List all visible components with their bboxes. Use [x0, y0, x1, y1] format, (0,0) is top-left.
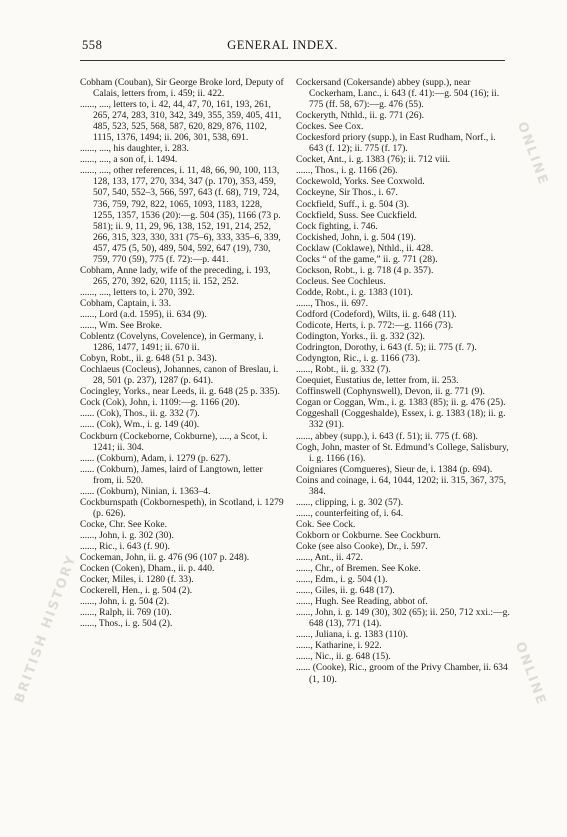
index-entry: Cockersand (Cokersande) abbey (supp.), near Cockerham, Lanc., i. 643 (f. 41):—g. 504 (16); ii. 775 (ff. 58, 67):—g. 476 (55).	[296, 77, 500, 111]
index-entry: Cok. See Cock.	[296, 518, 356, 530]
index-entry: ......, Robt., ii. g. 332 (7).	[296, 364, 391, 376]
watermark-left: BRITISH HISTORY	[12, 552, 80, 706]
index-entry: ......, John, i. g. 302 (30).	[80, 529, 174, 541]
index-entry: Cocket, Ant., i. g. 1383 (76); ii. 712 viii.	[296, 154, 451, 166]
index-entry: ......, ...., other references, i. 11, 48, 66, 90, 100, 113, 128, 133, 177, 270, 334, 347 (p. 170), 353, 459, 507, 540, 552–3, 566, 597, 643 (f. 68), 719, 724, 736, 759, 792, 822, 1065, 1093, 1183, 1228, 1255, 1357, 1536 (20):—g. 504 (35), 1166 (73 p. 581); ii. 9, 11, 29, 96, 138, 152, 191, 214, 252, 266, 315, 323, 330, 331 (75–6), 333, 335–6, 339, 457, 475 (5, 50), 489, 504, 592, 647 (19), 730, 759, 770 (59), 775 (f. 72):—p. 441.	[80, 165, 281, 265]
index-entry: Codicote, Herts, i. p. 772:—g. 1166 (73).	[296, 320, 454, 332]
watermark-right: ONLINE	[513, 120, 551, 188]
index-entry: Coequiet, Eustatius de, letter from, ii. 253.	[296, 375, 459, 387]
index-entry: Cobyn, Robt., ii. g. 648 (51 p. 343).	[80, 353, 217, 365]
index-entry: Coblentz (Covelyns, Covelence), in Germany, i. 1286, 1477, 1491; ii. 670 ii.	[80, 331, 264, 354]
index-entry: Cockished, John, i. g. 504 (19).	[296, 231, 416, 243]
running-title: GENERAL INDEX.	[227, 38, 338, 52]
index-entry: Codrington, Dorothy, i. 643 (f. 5); ii. 775 (f. 7).	[296, 342, 477, 354]
index-entry: ......, Thos., ii. 697.	[296, 297, 368, 309]
index-entry: ......, Ric., i. 643 (f. 90).	[80, 540, 170, 552]
index-entry: Cockerell, Hen., i. g. 504 (2).	[80, 585, 193, 597]
index-entry: ......, Ralph, ii. 769 (10).	[80, 607, 172, 619]
index-entry: ......, abbey (supp.), i. 643 (f. 51); ii. 775 (f. 68).	[296, 430, 478, 442]
index-entry: Cockeyne, Sir Thos., i. 67.	[296, 187, 398, 199]
index-entry: ......, ...., a son of, i. 1494.	[80, 154, 178, 166]
index-entry: Cobham, Captain, i. 33.	[80, 297, 171, 309]
index-entry: Cokborn or Cokburne. See Cockburn.	[296, 529, 441, 541]
index-entry: Cochlaeus (Cocleus), Johannes, canon of Breslau, i. 28, 501 (p. 237), 1287 (p. 641).	[80, 364, 279, 387]
index-entry: Cocke, Chr. See Koke.	[80, 518, 167, 530]
index-entry: ......, Juliana, i. g. 1383 (110).	[296, 629, 409, 641]
index-entry: ......, Ant., ii. 472.	[296, 552, 363, 564]
index-entry: ...... (Cokburn), Ninian, i. 1363–4.	[80, 485, 211, 497]
index-entry: ......, John, i. g. 149 (30), 302 (65); ii. 250, 712 xxi.:—g. 648 (13), 771 (14).	[296, 607, 510, 630]
page-number: 558	[82, 38, 103, 52]
index-entry: ......, Giles, ii. g. 648 (17).	[296, 585, 395, 597]
index-entry: ......, Thos., i. g. 1166 (26).	[296, 165, 398, 177]
index-entry: ......, ...., letters to, i. 270, 392.	[80, 286, 195, 298]
index-entry: ......, counterfeiting of, i. 64.	[296, 507, 404, 519]
index-entry: ...... (Cokburn), Adam, i. 1279 (p. 627).	[80, 452, 231, 464]
index-entry: Cocks “ of the game,” ii. g. 771 (28).	[296, 253, 438, 265]
index-entry: Cock (Cok), John, i. 1109:—g. 1166 (20).	[80, 397, 240, 409]
index-entry: Coins and coinage, i. 64, 1044, 1202; ii. 315, 367, 375, 384.	[296, 474, 507, 497]
index-entry: Cockburnspath (Cokbornespeth), in Scotland, i. 1279 (p. 626).	[80, 496, 284, 519]
index-entry: Cocingley, Yorks., near Leeds, ii. g. 648 (25 p. 335).	[80, 386, 280, 398]
index-entry: ...... (Cokburn), James, laird of Langtown, letter from, ii. 520.	[80, 463, 263, 486]
index-entry: Cogh, John, master of St. Edmund’s College, Salisbury, i. g. 1166 (16).	[296, 441, 509, 464]
index-entry: Cockburn (Cockeborne, Cokburne), ...., a Scot, i. 1241; ii. 304.	[80, 430, 268, 453]
index-entry: ...... (Cok), Wm., i. g. 149 (40).	[80, 419, 200, 431]
index-entry: Cockeryth, Nthld., ii. g. 771 (26).	[296, 110, 425, 122]
index-entry: ......, ...., his daughter, i. 283.	[80, 143, 189, 155]
index-column-left	[80, 77, 285, 629]
index-entry: ...... (Cooke), Ric., groom of the Privy Chamber, ii. 634 (1, 10).	[296, 662, 508, 685]
index-entry: Cock fighting, i. 746.	[296, 220, 378, 232]
index-entry: Codyngton, Ric., i. g. 1166 (73).	[296, 353, 421, 365]
index-entry: ......, Lord (a.d. 1595), ii. 634 (9).	[80, 308, 207, 320]
index-entry: ...... (Cok), Thos., ii. g. 332 (7).	[80, 408, 200, 420]
index-entry: ......, Wm. See Broke.	[80, 320, 163, 332]
index-entry: Codington, Yorks., ii. g. 332 (32).	[296, 331, 425, 343]
index-entry: ......, clipping, i. g. 302 (57).	[296, 496, 404, 508]
index-entry: Cockewold, Yorks. See Coxwold.	[296, 176, 425, 188]
index-entry: Cockes. See Cox.	[296, 121, 364, 133]
index-entry: ......, Nic., ii. g. 648 (15).	[296, 651, 391, 663]
watermark-right-lower: ONLINE	[511, 640, 549, 708]
index-entry: ......, Edm., i. g. 504 (1).	[296, 574, 388, 586]
index-column-right	[296, 77, 510, 685]
index-entry: ......, Thos., i. g. 504 (2).	[80, 618, 173, 630]
index-entry: Codford (Codeford), Wilts, ii. g. 648 (11).	[296, 308, 457, 320]
index-entry: ......, Chr., of Bremen. See Koke.	[296, 563, 421, 575]
index-entry: Cockfield, Suff., i. g. 504 (3).	[296, 198, 410, 210]
index-entry: Cobham (Couban), Sir George Broke lord, Deputy of Calais, letters from, i. 459; ii. 422.	[80, 77, 284, 100]
index-entry: Cocker, Miles, i. 1280 (f. 33).	[80, 574, 194, 586]
page-header	[60, 38, 505, 56]
index-entry: Cockfield, Suss. See Cuckfield.	[296, 209, 417, 221]
index-entry: Cocken (Coken), Dham., ii. p. 440.	[80, 563, 215, 575]
index-entry: Coffinswell (Cophynswell), Devon, ii. g. 771 (9).	[296, 386, 485, 398]
index-entry: Cocklaw (Coklawe), Nthld., ii. 428.	[296, 242, 434, 254]
index-entry: Cockson, Robt., i. g. 718 (4 p. 357).	[296, 264, 434, 276]
index-entry: Cockesford priory (supp.), in East Rudham, Norf., i. 643 (f. 12); ii. 775 (f. 17).	[296, 132, 496, 155]
index-entry: ......, John, i. g. 504 (2).	[80, 596, 170, 608]
index-entry: ......, ...., letters to, i. 42, 44, 47, 70, 161, 193, 261, 265, 274, 283, 310, 342, 349, 355, 359, 405, 411, 485, 523, 525, 568, 587, 620, 829, 876, 1102, 1115, 1376, 1494; ii. 206, 301, 538, 691.	[80, 99, 282, 144]
index-entry: Codde, Robt., i. g. 1383 (101).	[296, 286, 413, 298]
index-entry: ......, Hugh. See Reading, abbot of.	[296, 596, 428, 608]
index-entry: Cobham, Anne lady, wife of the preceding, i. 193, 265, 270, 392, 620, 1115; ii. 152, 252.	[80, 264, 271, 287]
index-entry: Coke (see also Cooke), Dr., i. 597.	[296, 540, 428, 552]
header-rule	[80, 60, 505, 61]
index-entry: Cocleus. See Cochleus.	[296, 275, 386, 287]
index-entry: Cogan or Coggan, Wm., i. g. 1383 (85); ii. g. 476 (25).	[296, 397, 506, 409]
index-entry: Coigniares (Comgueres), Sieur de, i. 1384 (p. 694).	[296, 463, 493, 475]
index-entry: ......, Katharine, i. 922.	[296, 640, 382, 652]
index-entry: Coggeshall (Coggeshalde), Essex, i. g. 1383 (18); ii. g. 332 (91).	[296, 408, 506, 431]
index-entry: Cockeman, John, ii. g. 476 (96 (107 p. 248).	[80, 552, 250, 564]
